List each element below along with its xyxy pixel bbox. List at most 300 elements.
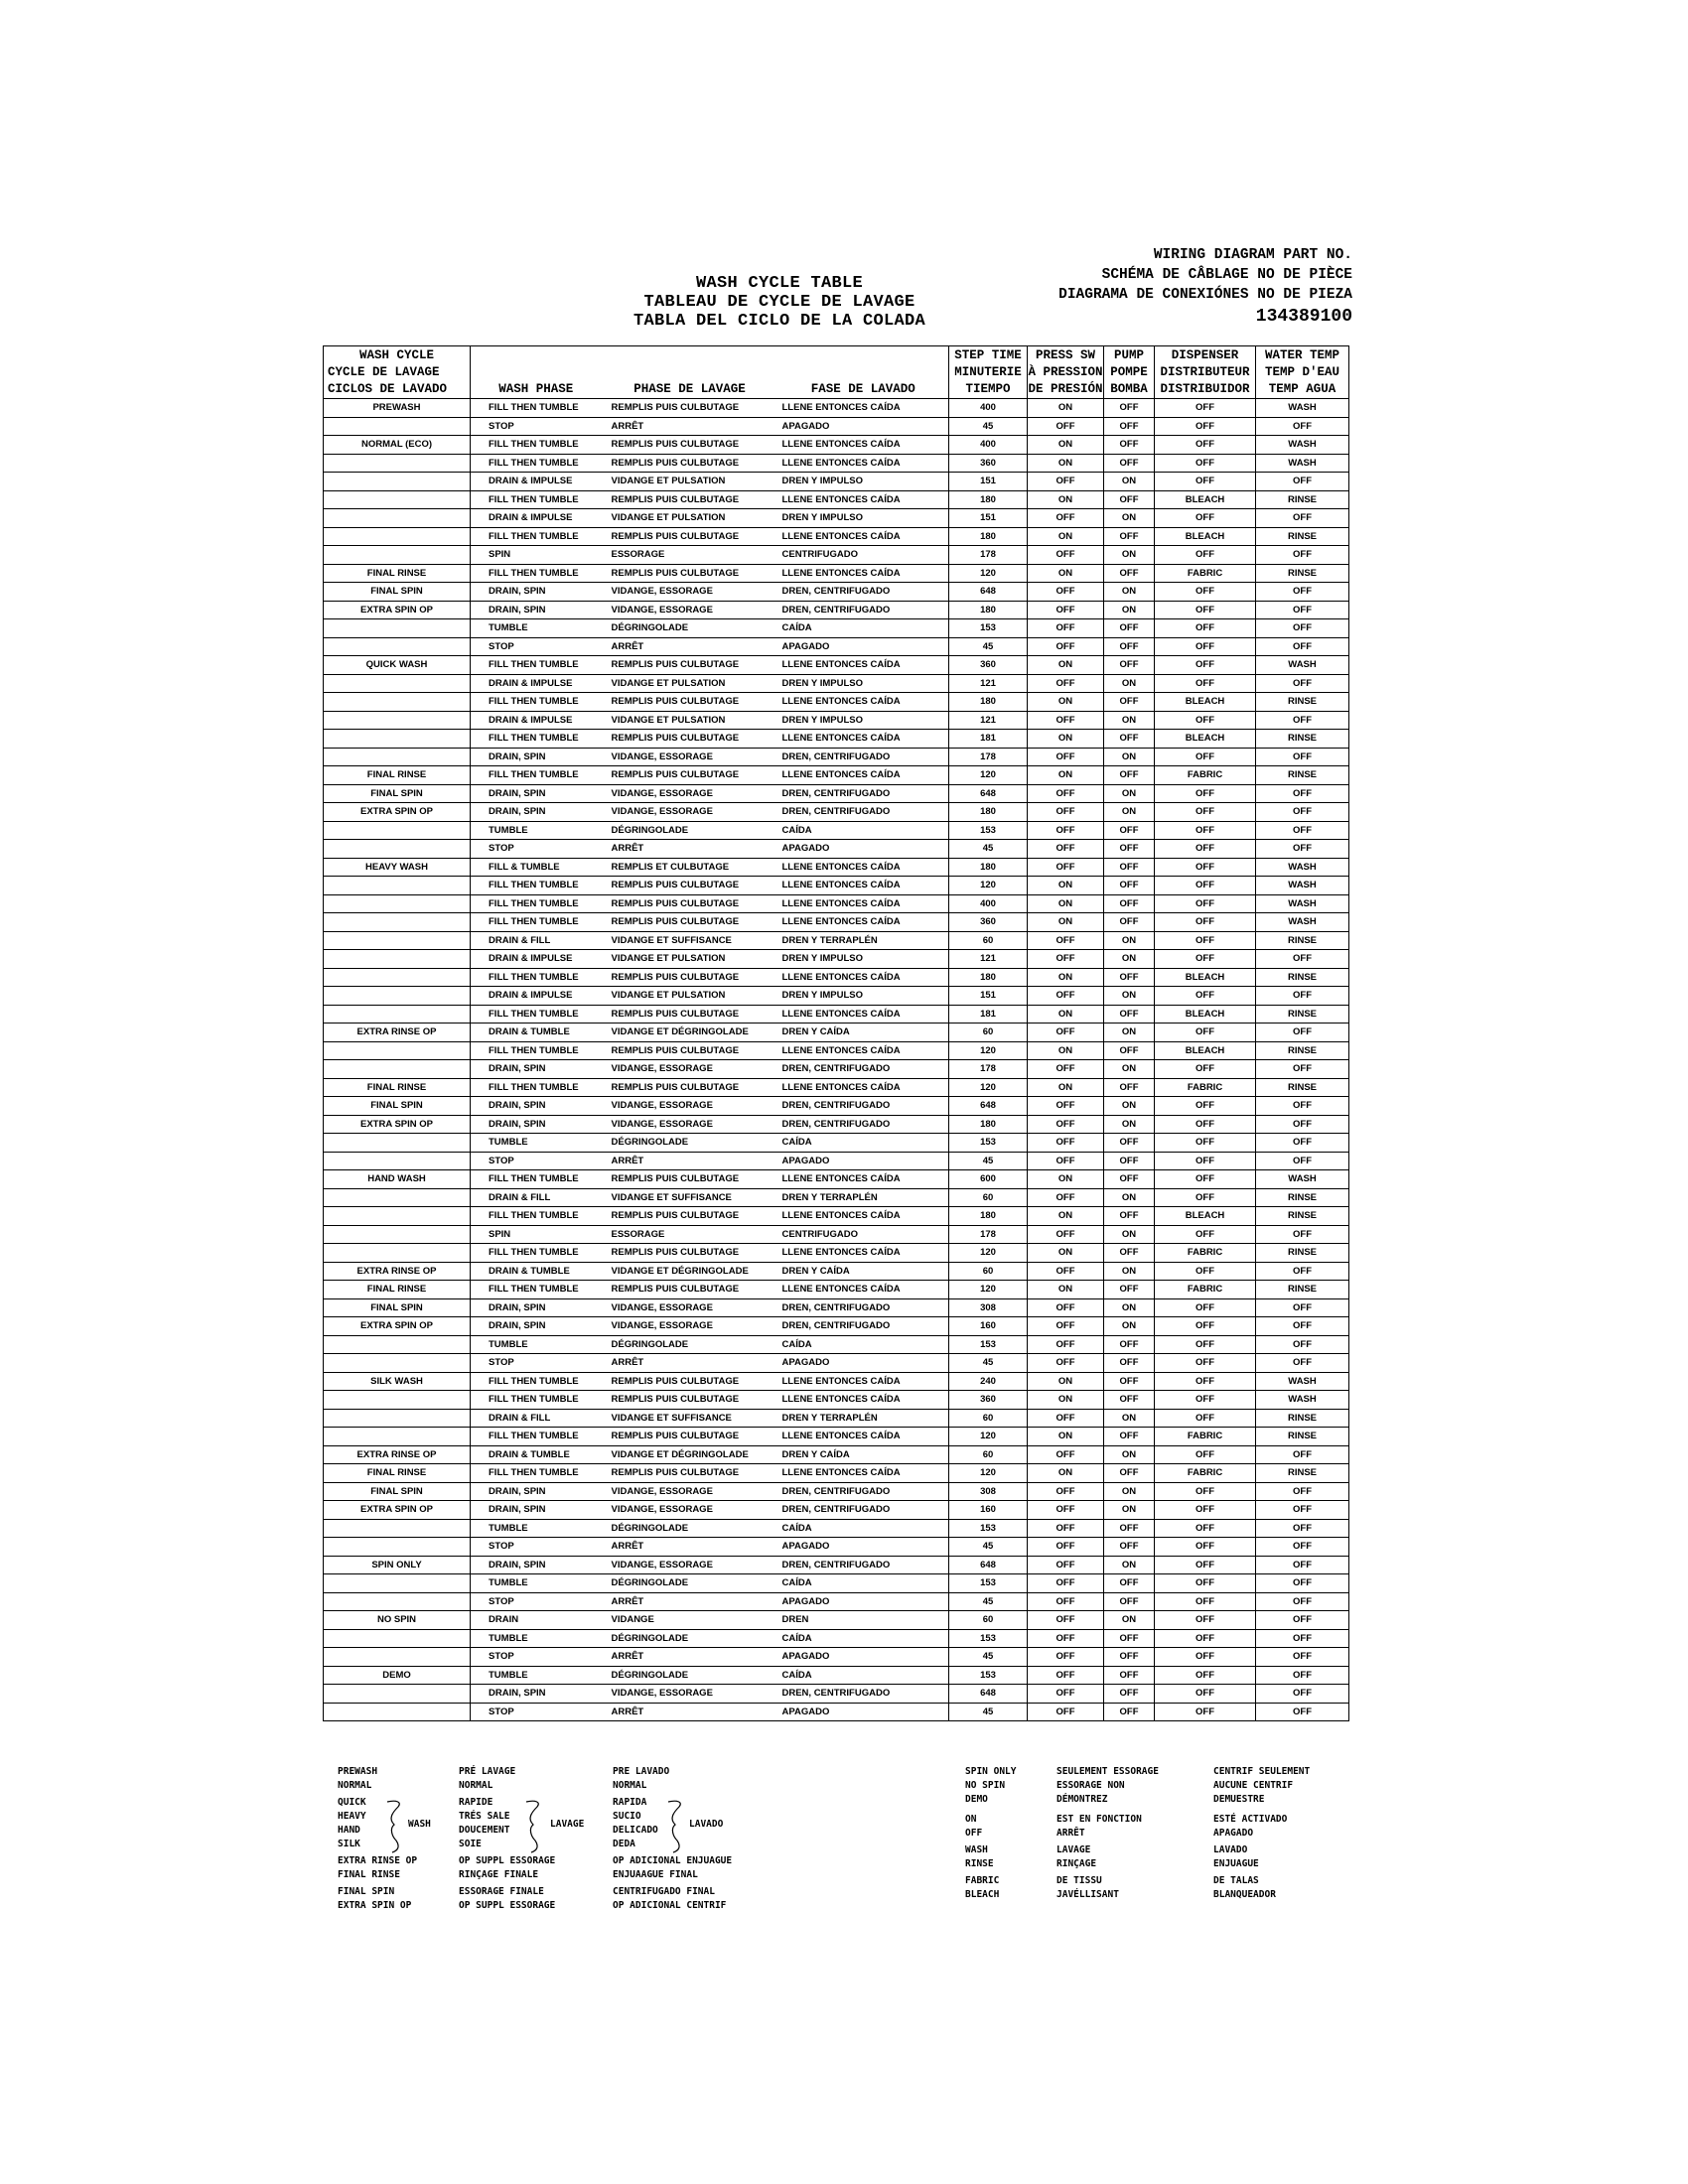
cell-press-sw: OFF bbox=[1028, 417, 1104, 436]
cell-step-time: 120 bbox=[949, 1428, 1028, 1446]
cell-water-temp: OFF bbox=[1256, 1648, 1349, 1667]
cell-pump: ON bbox=[1104, 1445, 1155, 1464]
cell-water-temp: OFF bbox=[1256, 1134, 1349, 1153]
cell-step-time: 45 bbox=[949, 1538, 1028, 1557]
cell-press-sw: ON bbox=[1028, 1170, 1104, 1189]
cell-dispenser: BLEACH bbox=[1155, 968, 1256, 987]
cell-phase-es: LLENE ENTONCES CAÍDA bbox=[778, 1244, 949, 1263]
cell-wash-phase: DRAIN, SPIN bbox=[471, 784, 602, 803]
cell-pump: OFF bbox=[1104, 1519, 1155, 1538]
cell-phase-fr: VIDANGE, ESSORAGE bbox=[602, 1482, 778, 1501]
cell-phase-es: DREN, CENTRIFUGADO bbox=[778, 1482, 949, 1501]
cell-wash-phase: FILL THEN TUMBLE bbox=[471, 913, 602, 932]
cell-press-sw: ON bbox=[1028, 564, 1104, 583]
table-row bbox=[324, 1592, 1349, 1611]
legend-col2-fr: SEULEMENT ESSORAGE ESSORAGE NON DÉMONTREZ EST EN FONCTION ARRÊT LAVAGE RINÇAGE DE TISSU JAVÉLLISANT bbox=[1056, 1766, 1159, 1900]
cell-pump: ON bbox=[1104, 1611, 1155, 1630]
cell-dispenser: OFF bbox=[1155, 1225, 1256, 1244]
cell-step-time: 45 bbox=[949, 1592, 1028, 1611]
cell-water-temp: OFF bbox=[1256, 987, 1349, 1006]
cell-water-temp: OFF bbox=[1256, 473, 1349, 491]
cell-press-sw: ON bbox=[1028, 1244, 1104, 1263]
cell-wash-cycle bbox=[324, 821, 471, 840]
table-row bbox=[324, 601, 1349, 619]
cell-phase-fr: REMPLIS PUIS CULBUTAGE bbox=[602, 436, 778, 455]
cell-press-sw: ON bbox=[1028, 1428, 1104, 1446]
header-press-sw: PRESS SW À PRESSION DE PRESIÓN bbox=[1028, 346, 1104, 399]
cell-phase-es: LLENE ENTONCES CAÍDA bbox=[778, 1281, 949, 1299]
cell-wash-cycle: FINAL SPIN bbox=[324, 583, 471, 602]
cell-phase-es: DREN, CENTRIFUGADO bbox=[778, 601, 949, 619]
table-row bbox=[324, 527, 1349, 546]
cell-pump: ON bbox=[1104, 987, 1155, 1006]
cell-phase-es: LLENE ENTONCES CAÍDA bbox=[778, 968, 949, 987]
cell-water-temp: RINSE bbox=[1256, 1428, 1349, 1446]
cell-phase-es: DREN Y TERRAPLÉN bbox=[778, 1188, 949, 1207]
cell-phase-es: LLENE ENTONCES CAÍDA bbox=[778, 527, 949, 546]
cell-phase-es: APAGADO bbox=[778, 1703, 949, 1721]
cell-phase-fr: VIDANGE ET DÉGRINGOLADE bbox=[602, 1262, 778, 1281]
cell-pump: ON bbox=[1104, 803, 1155, 822]
cell-water-temp: RINSE bbox=[1256, 564, 1349, 583]
cell-phase-fr: REMPLIS PUIS CULBUTAGE bbox=[602, 913, 778, 932]
cell-water-temp: OFF bbox=[1256, 803, 1349, 822]
table-row bbox=[324, 1354, 1349, 1373]
cell-phase-es: LLENE ENTONCES CAÍDA bbox=[778, 1372, 949, 1391]
cell-dispenser: BLEACH bbox=[1155, 693, 1256, 712]
cell-wash-phase: STOP bbox=[471, 1152, 602, 1170]
cell-wash-phase: DRAIN, SPIN bbox=[471, 1115, 602, 1134]
table-row bbox=[324, 877, 1349, 895]
cell-wash-phase: DRAIN & FILL bbox=[471, 1188, 602, 1207]
cell-pump: ON bbox=[1104, 748, 1155, 766]
cell-wash-phase: FILL THEN TUMBLE bbox=[471, 1464, 602, 1483]
cell-phase-fr: ARRÊT bbox=[602, 417, 778, 436]
cell-wash-phase: FILL THEN TUMBLE bbox=[471, 436, 602, 455]
cell-phase-es: DREN, CENTRIFUGADO bbox=[778, 1298, 949, 1317]
cell-dispenser: OFF bbox=[1155, 1317, 1256, 1336]
table-row bbox=[324, 931, 1349, 950]
header-wash-cycle: WASH CYCLE CYCLE DE LAVAGE CICLOS DE LAVADO bbox=[324, 346, 471, 399]
header-wash-phase: WASH PHASE bbox=[471, 346, 602, 399]
cell-wash-phase: TUMBLE bbox=[471, 1335, 602, 1354]
cell-pump: OFF bbox=[1104, 399, 1155, 418]
cell-phase-es: DREN, CENTRIFUGADO bbox=[778, 1060, 949, 1079]
cell-step-time: 153 bbox=[949, 1629, 1028, 1648]
cell-dispenser: OFF bbox=[1155, 656, 1256, 675]
cell-phase-es: APAGADO bbox=[778, 1152, 949, 1170]
cell-step-time: 180 bbox=[949, 968, 1028, 987]
title-en: WASH CYCLE TABLE bbox=[695, 274, 864, 293]
cell-water-temp: OFF bbox=[1256, 1225, 1349, 1244]
cell-press-sw: OFF bbox=[1028, 1335, 1104, 1354]
cell-press-sw: OFF bbox=[1028, 1666, 1104, 1685]
cell-dispenser: FABRIC bbox=[1155, 564, 1256, 583]
cell-pump: ON bbox=[1104, 1115, 1155, 1134]
cell-dispenser: FABRIC bbox=[1155, 1464, 1256, 1483]
cell-pump: OFF bbox=[1104, 1372, 1155, 1391]
cell-dispenser: BLEACH bbox=[1155, 1005, 1256, 1024]
cell-phase-es: DREN Y IMPULSO bbox=[778, 674, 949, 693]
cell-phase-fr: VIDANGE ET SUFFISANCE bbox=[602, 931, 778, 950]
cell-wash-cycle: FINAL SPIN bbox=[324, 1298, 471, 1317]
cell-water-temp: OFF bbox=[1256, 711, 1349, 730]
cell-phase-es: DREN Y TERRAPLÉN bbox=[778, 931, 949, 950]
cell-dispenser: OFF bbox=[1155, 1170, 1256, 1189]
cell-step-time: 45 bbox=[949, 1354, 1028, 1373]
cell-phase-es: DREN bbox=[778, 1611, 949, 1630]
cell-wash-phase: DRAIN & IMPULSE bbox=[471, 711, 602, 730]
cell-phase-fr: REMPLIS PUIS CULBUTAGE bbox=[602, 877, 778, 895]
cell-wash-phase: FILL THEN TUMBLE bbox=[471, 1372, 602, 1391]
cell-wash-cycle bbox=[324, 730, 471, 749]
cell-step-time: 45 bbox=[949, 417, 1028, 436]
cell-wash-cycle: FINAL SPIN bbox=[324, 1482, 471, 1501]
cell-step-time: 121 bbox=[949, 950, 1028, 969]
cell-dispenser: OFF bbox=[1155, 1024, 1256, 1042]
cell-pump: OFF bbox=[1104, 730, 1155, 749]
cell-step-time: 400 bbox=[949, 399, 1028, 418]
table-row bbox=[324, 490, 1349, 509]
cell-press-sw: ON bbox=[1028, 1281, 1104, 1299]
cell-dispenser: OFF bbox=[1155, 950, 1256, 969]
cell-phase-es: APAGADO bbox=[778, 637, 949, 656]
cell-dispenser: OFF bbox=[1155, 784, 1256, 803]
cell-wash-cycle: EXTRA RINSE OP bbox=[324, 1445, 471, 1464]
cell-phase-fr: REMPLIS PUIS CULBUTAGE bbox=[602, 894, 778, 913]
cell-dispenser: BLEACH bbox=[1155, 527, 1256, 546]
cell-pump: OFF bbox=[1104, 1152, 1155, 1170]
cell-pump: ON bbox=[1104, 950, 1155, 969]
cell-wash-cycle: EXTRA SPIN OP bbox=[324, 1501, 471, 1520]
cell-phase-fr: REMPLIS PUIS CULBUTAGE bbox=[602, 968, 778, 987]
cell-pump: OFF bbox=[1104, 766, 1155, 785]
table-row bbox=[324, 1097, 1349, 1116]
cell-dispenser: OFF bbox=[1155, 1538, 1256, 1557]
cell-step-time: 60 bbox=[949, 1611, 1028, 1630]
cell-phase-fr: REMPLIS ET CULBUTAGE bbox=[602, 858, 778, 877]
cell-step-time: 45 bbox=[949, 637, 1028, 656]
cell-step-time: 60 bbox=[949, 1024, 1028, 1042]
table-row bbox=[324, 711, 1349, 730]
cell-phase-fr: VIDANGE, ESSORAGE bbox=[602, 1115, 778, 1134]
cell-water-temp: RINSE bbox=[1256, 490, 1349, 509]
table-row bbox=[324, 637, 1349, 656]
cell-wash-cycle: HEAVY WASH bbox=[324, 858, 471, 877]
cell-step-time: 181 bbox=[949, 730, 1028, 749]
cell-phase-fr: REMPLIS PUIS CULBUTAGE bbox=[602, 1281, 778, 1299]
cell-wash-cycle bbox=[324, 490, 471, 509]
cell-dispenser: OFF bbox=[1155, 1482, 1256, 1501]
cell-press-sw: ON bbox=[1028, 894, 1104, 913]
cell-pump: OFF bbox=[1104, 1592, 1155, 1611]
cell-wash-phase: FILL THEN TUMBLE bbox=[471, 1078, 602, 1097]
cell-phase-es: LLENE ENTONCES CAÍDA bbox=[778, 693, 949, 712]
cell-step-time: 60 bbox=[949, 1409, 1028, 1428]
cell-pump: ON bbox=[1104, 1262, 1155, 1281]
table-row bbox=[324, 1556, 1349, 1574]
cell-wash-phase: DRAIN, SPIN bbox=[471, 601, 602, 619]
cell-phase-fr: VIDANGE, ESSORAGE bbox=[602, 748, 778, 766]
cell-phase-fr: VIDANGE ET PULSATION bbox=[602, 473, 778, 491]
table-row bbox=[324, 894, 1349, 913]
cell-dispenser: OFF bbox=[1155, 399, 1256, 418]
table-row bbox=[324, 840, 1349, 859]
cell-press-sw: OFF bbox=[1028, 748, 1104, 766]
cell-pump: ON bbox=[1104, 473, 1155, 491]
cell-wash-cycle bbox=[324, 454, 471, 473]
cell-dispenser: OFF bbox=[1155, 417, 1256, 436]
cell-step-time: 180 bbox=[949, 693, 1028, 712]
cell-phase-es: CAÍDA bbox=[778, 1666, 949, 1685]
cell-wash-cycle: SILK WASH bbox=[324, 1372, 471, 1391]
cell-wash-phase: TUMBLE bbox=[471, 1574, 602, 1593]
cell-pump: ON bbox=[1104, 601, 1155, 619]
cell-water-temp: OFF bbox=[1256, 637, 1349, 656]
cell-phase-es: DREN, CENTRIFUGADO bbox=[778, 1097, 949, 1116]
cell-step-time: 151 bbox=[949, 473, 1028, 491]
legend-col2-es: CENTRIF SEULEMENT AUCUNE CENTRIF DEMUESTRE ESTÉ ACTIVADO APAGADO LAVADO ENJUAGUE DE TALAS BLANQUEADOR bbox=[1213, 1766, 1311, 1900]
cell-pump: OFF bbox=[1104, 619, 1155, 638]
cell-phase-es: DREN, CENTRIFUGADO bbox=[778, 784, 949, 803]
cell-wash-phase: DRAIN & TUMBLE bbox=[471, 1445, 602, 1464]
part-label-fr: SCHÉMA DE CÂBLAGE NO DE PIÈCE bbox=[1101, 267, 1352, 283]
cell-press-sw: ON bbox=[1028, 399, 1104, 418]
cell-wash-phase: FILL THEN TUMBLE bbox=[471, 730, 602, 749]
cell-press-sw: OFF bbox=[1028, 1538, 1104, 1557]
cell-step-time: 60 bbox=[949, 1445, 1028, 1464]
cell-pump: OFF bbox=[1104, 1574, 1155, 1593]
cell-wash-phase: DRAIN, SPIN bbox=[471, 1097, 602, 1116]
cell-water-temp: OFF bbox=[1256, 1262, 1349, 1281]
cell-phase-fr: VIDANGE ET SUFFISANCE bbox=[602, 1188, 778, 1207]
cell-pump: OFF bbox=[1104, 1666, 1155, 1685]
cell-wash-cycle bbox=[324, 1648, 471, 1667]
cell-pump: OFF bbox=[1104, 840, 1155, 859]
cell-wash-cycle bbox=[324, 950, 471, 969]
cell-water-temp: OFF bbox=[1256, 840, 1349, 859]
cell-wash-cycle bbox=[324, 894, 471, 913]
cell-press-sw: ON bbox=[1028, 693, 1104, 712]
header-phase-de-lavage: PHASE DE LAVAGE bbox=[602, 346, 778, 399]
cell-dispenser: BLEACH bbox=[1155, 1207, 1256, 1226]
cell-water-temp: RINSE bbox=[1256, 1244, 1349, 1263]
cell-press-sw: ON bbox=[1028, 1078, 1104, 1097]
cell-pump: ON bbox=[1104, 1482, 1155, 1501]
cell-wash-cycle bbox=[324, 527, 471, 546]
cell-press-sw: OFF bbox=[1028, 601, 1104, 619]
cell-water-temp: OFF bbox=[1256, 1115, 1349, 1134]
cell-phase-fr: DÉGRINGOLADE bbox=[602, 1574, 778, 1593]
cell-phase-fr: REMPLIS PUIS CULBUTAGE bbox=[602, 1078, 778, 1097]
table-row bbox=[324, 1428, 1349, 1446]
table-row bbox=[324, 436, 1349, 455]
cell-pump: ON bbox=[1104, 1409, 1155, 1428]
cell-dispenser: OFF bbox=[1155, 583, 1256, 602]
cell-phase-fr: REMPLIS PUIS CULBUTAGE bbox=[602, 1041, 778, 1060]
table-row bbox=[324, 1170, 1349, 1189]
cell-wash-cycle bbox=[324, 693, 471, 712]
cell-step-time: 178 bbox=[949, 748, 1028, 766]
cell-press-sw: OFF bbox=[1028, 583, 1104, 602]
cell-wash-cycle bbox=[324, 509, 471, 528]
cell-press-sw: OFF bbox=[1028, 858, 1104, 877]
cell-pump: OFF bbox=[1104, 1685, 1155, 1704]
cell-step-time: 648 bbox=[949, 1556, 1028, 1574]
cell-dispenser: FABRIC bbox=[1155, 1078, 1256, 1097]
cell-dispenser: OFF bbox=[1155, 1372, 1256, 1391]
cell-phase-es: LLENE ENTONCES CAÍDA bbox=[778, 1041, 949, 1060]
table-row bbox=[324, 858, 1349, 877]
cell-step-time: 180 bbox=[949, 1207, 1028, 1226]
cell-step-time: 178 bbox=[949, 1225, 1028, 1244]
cell-wash-phase: FILL THEN TUMBLE bbox=[471, 968, 602, 987]
table-row bbox=[324, 950, 1349, 969]
cell-water-temp: OFF bbox=[1256, 784, 1349, 803]
cell-press-sw: ON bbox=[1028, 1005, 1104, 1024]
cell-press-sw: ON bbox=[1028, 1464, 1104, 1483]
cell-wash-cycle: EXTRA SPIN OP bbox=[324, 1317, 471, 1336]
table-row bbox=[324, 564, 1349, 583]
table-row bbox=[324, 1060, 1349, 1079]
cell-wash-cycle: FINAL RINSE bbox=[324, 766, 471, 785]
cell-phase-fr: REMPLIS PUIS CULBUTAGE bbox=[602, 1464, 778, 1483]
cell-step-time: 160 bbox=[949, 1317, 1028, 1336]
cell-pump: OFF bbox=[1104, 693, 1155, 712]
cell-press-sw: OFF bbox=[1028, 473, 1104, 491]
cell-press-sw: OFF bbox=[1028, 1556, 1104, 1574]
cell-step-time: 153 bbox=[949, 1574, 1028, 1593]
cell-dispenser: OFF bbox=[1155, 1060, 1256, 1079]
cell-press-sw: OFF bbox=[1028, 1501, 1104, 1520]
cell-water-temp: OFF bbox=[1256, 1335, 1349, 1354]
cell-dispenser: OFF bbox=[1155, 1097, 1256, 1116]
cell-wash-cycle bbox=[324, 748, 471, 766]
table-row bbox=[324, 730, 1349, 749]
cell-step-time: 240 bbox=[949, 1372, 1028, 1391]
cell-phase-fr: VIDANGE, ESSORAGE bbox=[602, 1317, 778, 1336]
cell-water-temp: OFF bbox=[1256, 1592, 1349, 1611]
cell-wash-phase: SPIN bbox=[471, 1225, 602, 1244]
cell-phase-es: LLENE ENTONCES CAÍDA bbox=[778, 1207, 949, 1226]
table-row bbox=[324, 913, 1349, 932]
part-number-block bbox=[1058, 245, 1352, 327]
cell-step-time: 178 bbox=[949, 546, 1028, 565]
cell-press-sw: OFF bbox=[1028, 1298, 1104, 1317]
cell-dispenser: OFF bbox=[1155, 1611, 1256, 1630]
cell-wash-cycle bbox=[324, 674, 471, 693]
cell-water-temp: WASH bbox=[1256, 858, 1349, 877]
cell-wash-cycle bbox=[324, 1335, 471, 1354]
cell-phase-fr: ESSORAGE bbox=[602, 1225, 778, 1244]
cell-pump: ON bbox=[1104, 583, 1155, 602]
cell-water-temp: OFF bbox=[1256, 1024, 1349, 1042]
cell-wash-phase: DRAIN bbox=[471, 1611, 602, 1630]
table-row bbox=[324, 1372, 1349, 1391]
table-row bbox=[324, 1519, 1349, 1538]
cell-phase-fr: REMPLIS PUIS CULBUTAGE bbox=[602, 766, 778, 785]
cell-wash-cycle bbox=[324, 637, 471, 656]
table-row bbox=[324, 1574, 1349, 1593]
cell-phase-es: APAGADO bbox=[778, 1592, 949, 1611]
cell-wash-phase: TUMBLE bbox=[471, 619, 602, 638]
cell-wash-phase: DRAIN, SPIN bbox=[471, 803, 602, 822]
cell-water-temp: OFF bbox=[1256, 1666, 1349, 1685]
cell-wash-phase: FILL THEN TUMBLE bbox=[471, 1005, 602, 1024]
cell-step-time: 151 bbox=[949, 509, 1028, 528]
cell-water-temp: RINSE bbox=[1256, 1005, 1349, 1024]
cell-wash-phase: FILL THEN TUMBLE bbox=[471, 1428, 602, 1446]
cell-press-sw: OFF bbox=[1028, 711, 1104, 730]
table-row bbox=[324, 1538, 1349, 1557]
table-row bbox=[324, 1225, 1349, 1244]
cell-wash-cycle: EXTRA RINSE OP bbox=[324, 1262, 471, 1281]
cell-press-sw: OFF bbox=[1028, 1648, 1104, 1667]
cell-phase-es: DREN, CENTRIFUGADO bbox=[778, 583, 949, 602]
cell-dispenser: OFF bbox=[1155, 436, 1256, 455]
cell-phase-fr: REMPLIS PUIS CULBUTAGE bbox=[602, 454, 778, 473]
cell-wash-cycle bbox=[324, 913, 471, 932]
table-row bbox=[324, 1629, 1349, 1648]
cell-pump: ON bbox=[1104, 509, 1155, 528]
cell-dispenser: OFF bbox=[1155, 1115, 1256, 1134]
cell-wash-phase: DRAIN, SPIN bbox=[471, 748, 602, 766]
cell-step-time: 648 bbox=[949, 784, 1028, 803]
cell-wash-cycle bbox=[324, 473, 471, 491]
cell-water-temp: RINSE bbox=[1256, 1409, 1349, 1428]
table-row bbox=[324, 1078, 1349, 1097]
cell-dispenser: OFF bbox=[1155, 1592, 1256, 1611]
cell-dispenser: OFF bbox=[1155, 748, 1256, 766]
cell-phase-fr: DÉGRINGOLADE bbox=[602, 821, 778, 840]
cell-press-sw: OFF bbox=[1028, 1024, 1104, 1042]
cell-water-temp: OFF bbox=[1256, 1097, 1349, 1116]
cell-phase-fr: VIDANGE ET PULSATION bbox=[602, 509, 778, 528]
cell-phase-fr: ARRÊT bbox=[602, 637, 778, 656]
cell-wash-phase: FILL THEN TUMBLE bbox=[471, 1281, 602, 1299]
cell-wash-phase: DRAIN, SPIN bbox=[471, 1317, 602, 1336]
cell-press-sw: ON bbox=[1028, 436, 1104, 455]
cell-step-time: 121 bbox=[949, 711, 1028, 730]
cell-step-time: 153 bbox=[949, 821, 1028, 840]
cell-press-sw: OFF bbox=[1028, 674, 1104, 693]
table-row bbox=[324, 1134, 1349, 1153]
cell-water-temp: OFF bbox=[1256, 1574, 1349, 1593]
cell-wash-cycle: EXTRA SPIN OP bbox=[324, 803, 471, 822]
cell-dispenser: OFF bbox=[1155, 858, 1256, 877]
cell-wash-cycle bbox=[324, 1519, 471, 1538]
cell-wash-phase: DRAIN, SPIN bbox=[471, 1060, 602, 1079]
cell-water-temp: WASH bbox=[1256, 1391, 1349, 1410]
cell-pump: OFF bbox=[1104, 1354, 1155, 1373]
brace-icon bbox=[525, 1799, 545, 1854]
cell-pump: OFF bbox=[1104, 1078, 1155, 1097]
cell-wash-cycle bbox=[324, 417, 471, 436]
cell-phase-fr: REMPLIS PUIS CULBUTAGE bbox=[602, 527, 778, 546]
table-row bbox=[324, 473, 1349, 491]
cell-pump: OFF bbox=[1104, 821, 1155, 840]
cell-phase-es: LLENE ENTONCES CAÍDA bbox=[778, 1391, 949, 1410]
title-fr: TABLEAU DE CYCLE DE LAVAGE bbox=[643, 293, 915, 312]
cell-press-sw: ON bbox=[1028, 454, 1104, 473]
cell-dispenser: FABRIC bbox=[1155, 1428, 1256, 1446]
cell-phase-es: DREN Y IMPULSO bbox=[778, 509, 949, 528]
cell-phase-fr: ARRÊT bbox=[602, 1648, 778, 1667]
cell-wash-phase: FILL THEN TUMBLE bbox=[471, 766, 602, 785]
cell-dispenser: OFF bbox=[1155, 1445, 1256, 1464]
cell-wash-cycle bbox=[324, 1428, 471, 1446]
cell-step-time: 151 bbox=[949, 987, 1028, 1006]
